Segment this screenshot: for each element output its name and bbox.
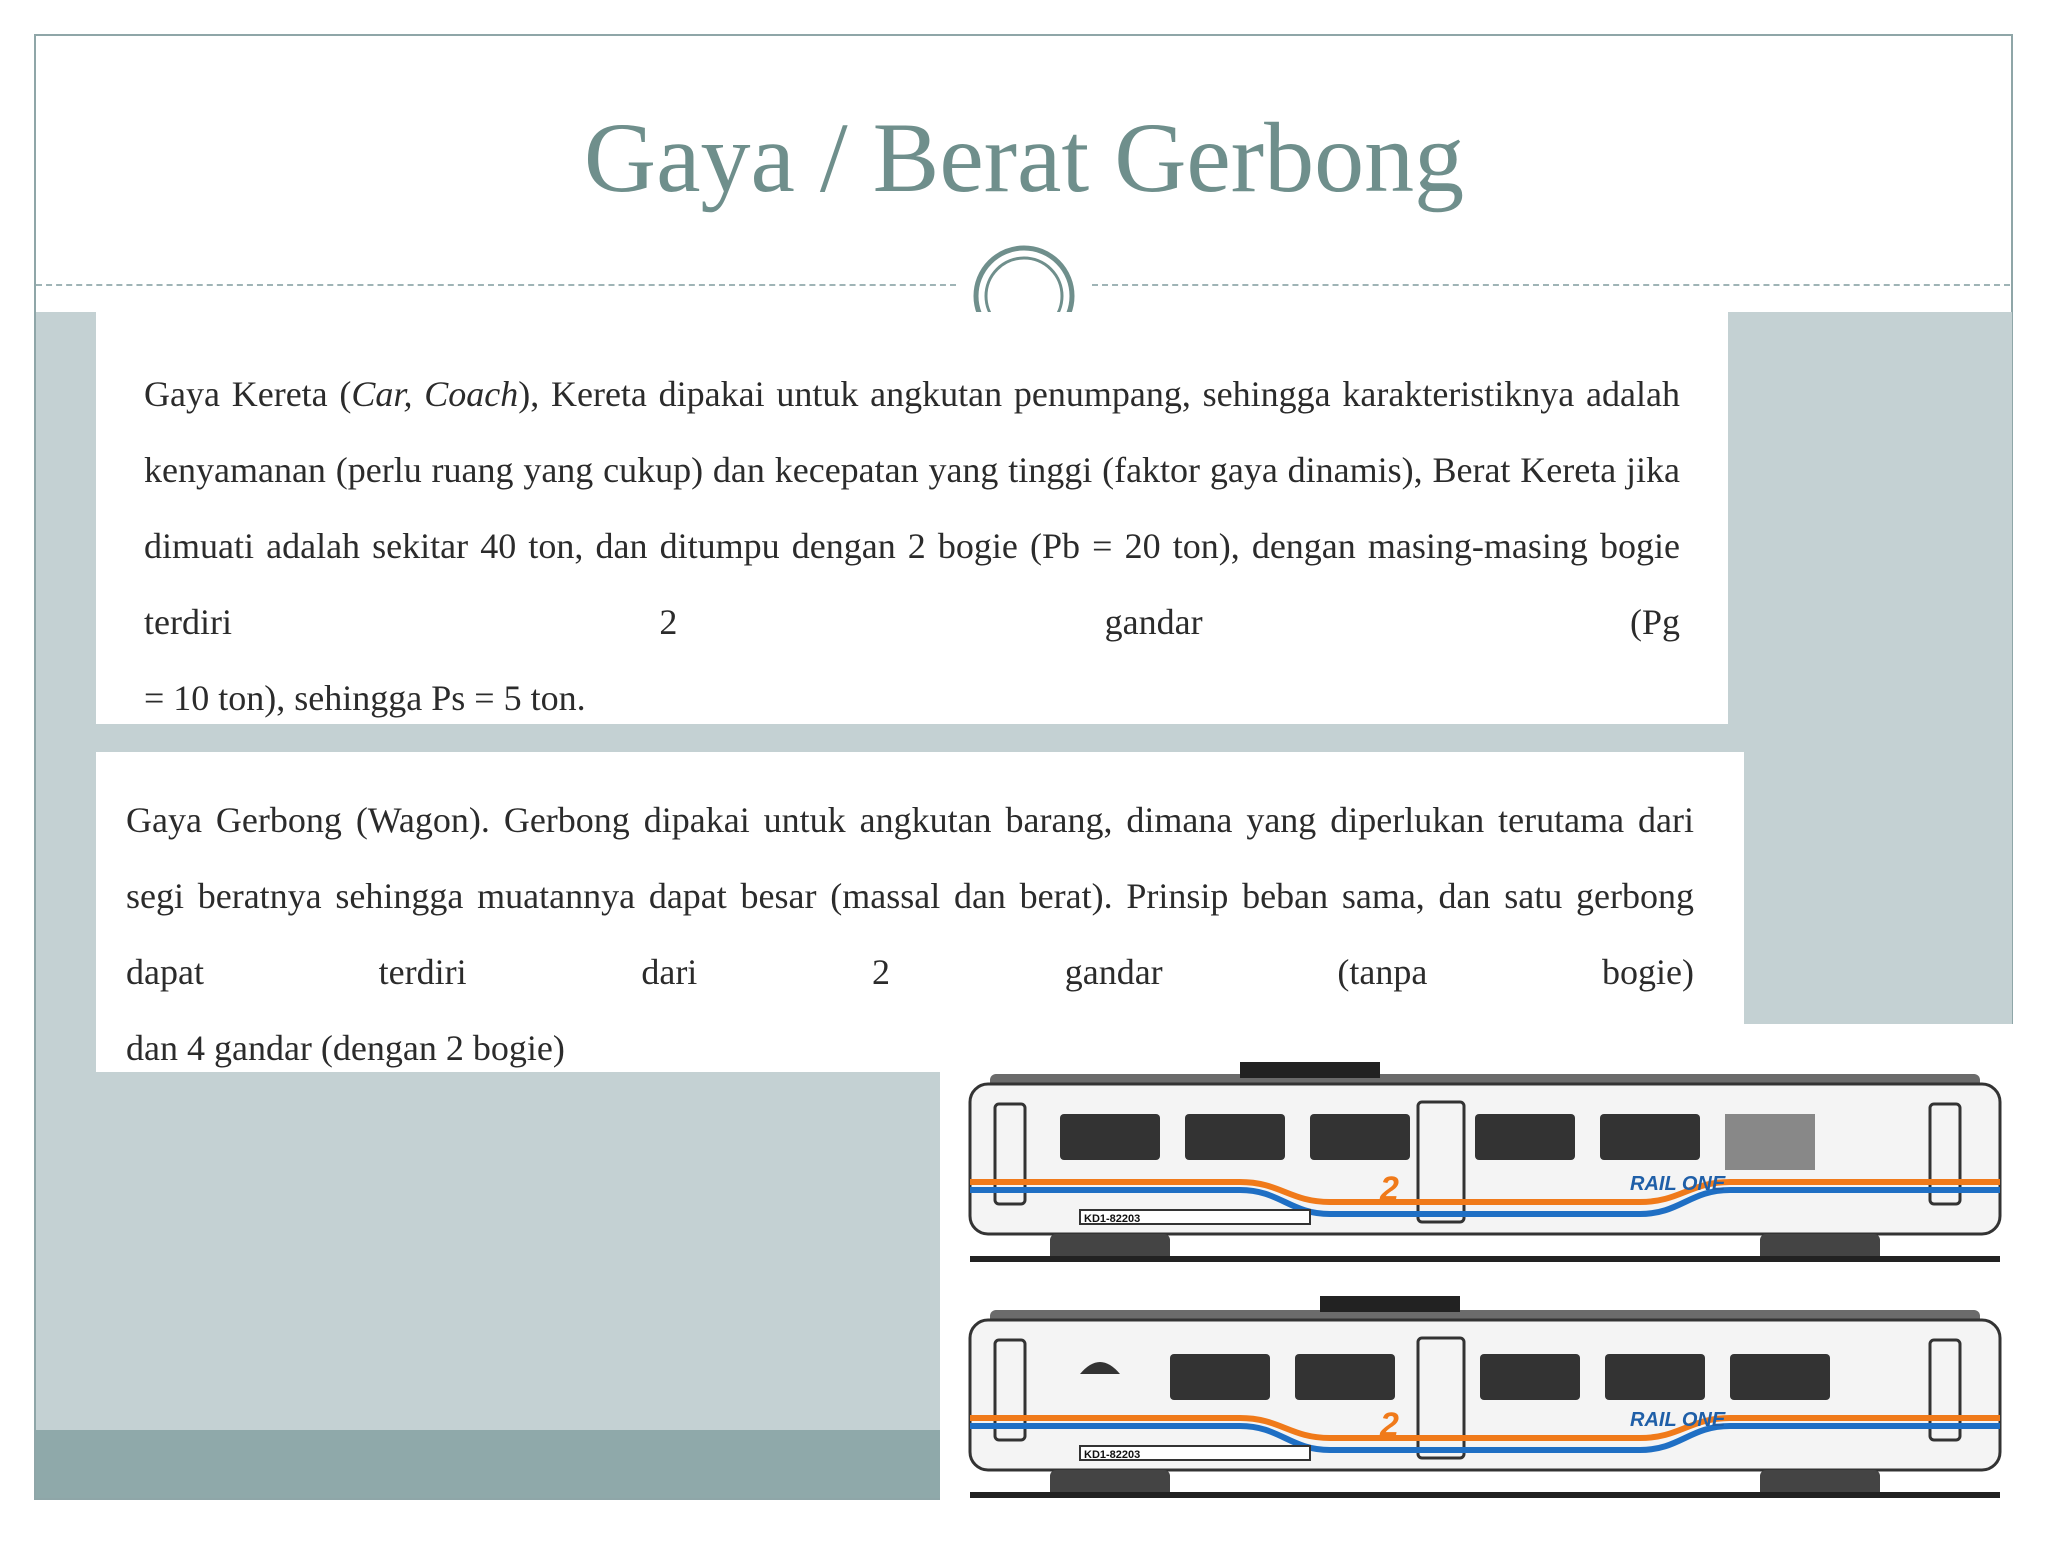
train-illustration-panel bbox=[940, 1024, 2048, 1536]
ring-ornament-icon bbox=[968, 228, 1080, 318]
kereta-last-line: = 10 ton), sehingga Ps = 5 ton. bbox=[144, 678, 586, 718]
train-number-plate: KD1-82203 bbox=[1084, 1213, 1141, 1225]
train-illustration bbox=[940, 1024, 2048, 1536]
kereta-text-start: Gaya Kereta ( bbox=[144, 374, 352, 414]
train-logo-mark: 2 bbox=[1380, 1170, 1399, 1208]
train-car-bottom bbox=[970, 1296, 2000, 1498]
divider-right bbox=[1092, 284, 2010, 286]
kereta-text-card bbox=[96, 312, 1728, 724]
gerbong-text-body: Gaya Gerbong (Wagon). Gerbong dipakai untuk angkutan barang, dimana yang diperlukan terutama dari segi beratnya sehingga muatannya dapat besar (massal dan berat). Prinsip beban sama, dan satu gerbong dapat terdiri dari 2 gandar (tanpa bogie) bbox=[126, 800, 1694, 992]
train-car-top bbox=[970, 1062, 2000, 1262]
train-brand-label: RAIL ONE bbox=[1630, 1409, 1726, 1431]
gerbong-last-line: dan 4 gandar (dengan 2 bogie) bbox=[126, 1028, 565, 1068]
train-number-plate: KD1-82203 bbox=[1084, 1449, 1141, 1461]
divider-left bbox=[36, 284, 956, 286]
kereta-text-body: ), Kereta dipakai untuk angkutan penumpang, sehingga karakteristiknya adalah kenyamanan (perlu ruang yang cukup) dan kecepatan yang tinggi (faktor gaya dinamis), Berat Kereta jika dimuati adalah sekitar 40 ton, dan ditumpu dengan 2 bogie (Pb = 20 ton), dengan masing-masing bogie terdiri 2 gandar (Pg bbox=[144, 374, 1680, 642]
train-brand-label: RAIL ONE bbox=[1630, 1173, 1726, 1195]
kereta-paragraph bbox=[144, 356, 1680, 736]
train-logo-mark: 2 bbox=[1380, 1406, 1399, 1444]
kereta-italic-text: Car, Coach bbox=[351, 374, 519, 414]
slide-title: Gaya / Berat Gerbong bbox=[583, 102, 1465, 213]
